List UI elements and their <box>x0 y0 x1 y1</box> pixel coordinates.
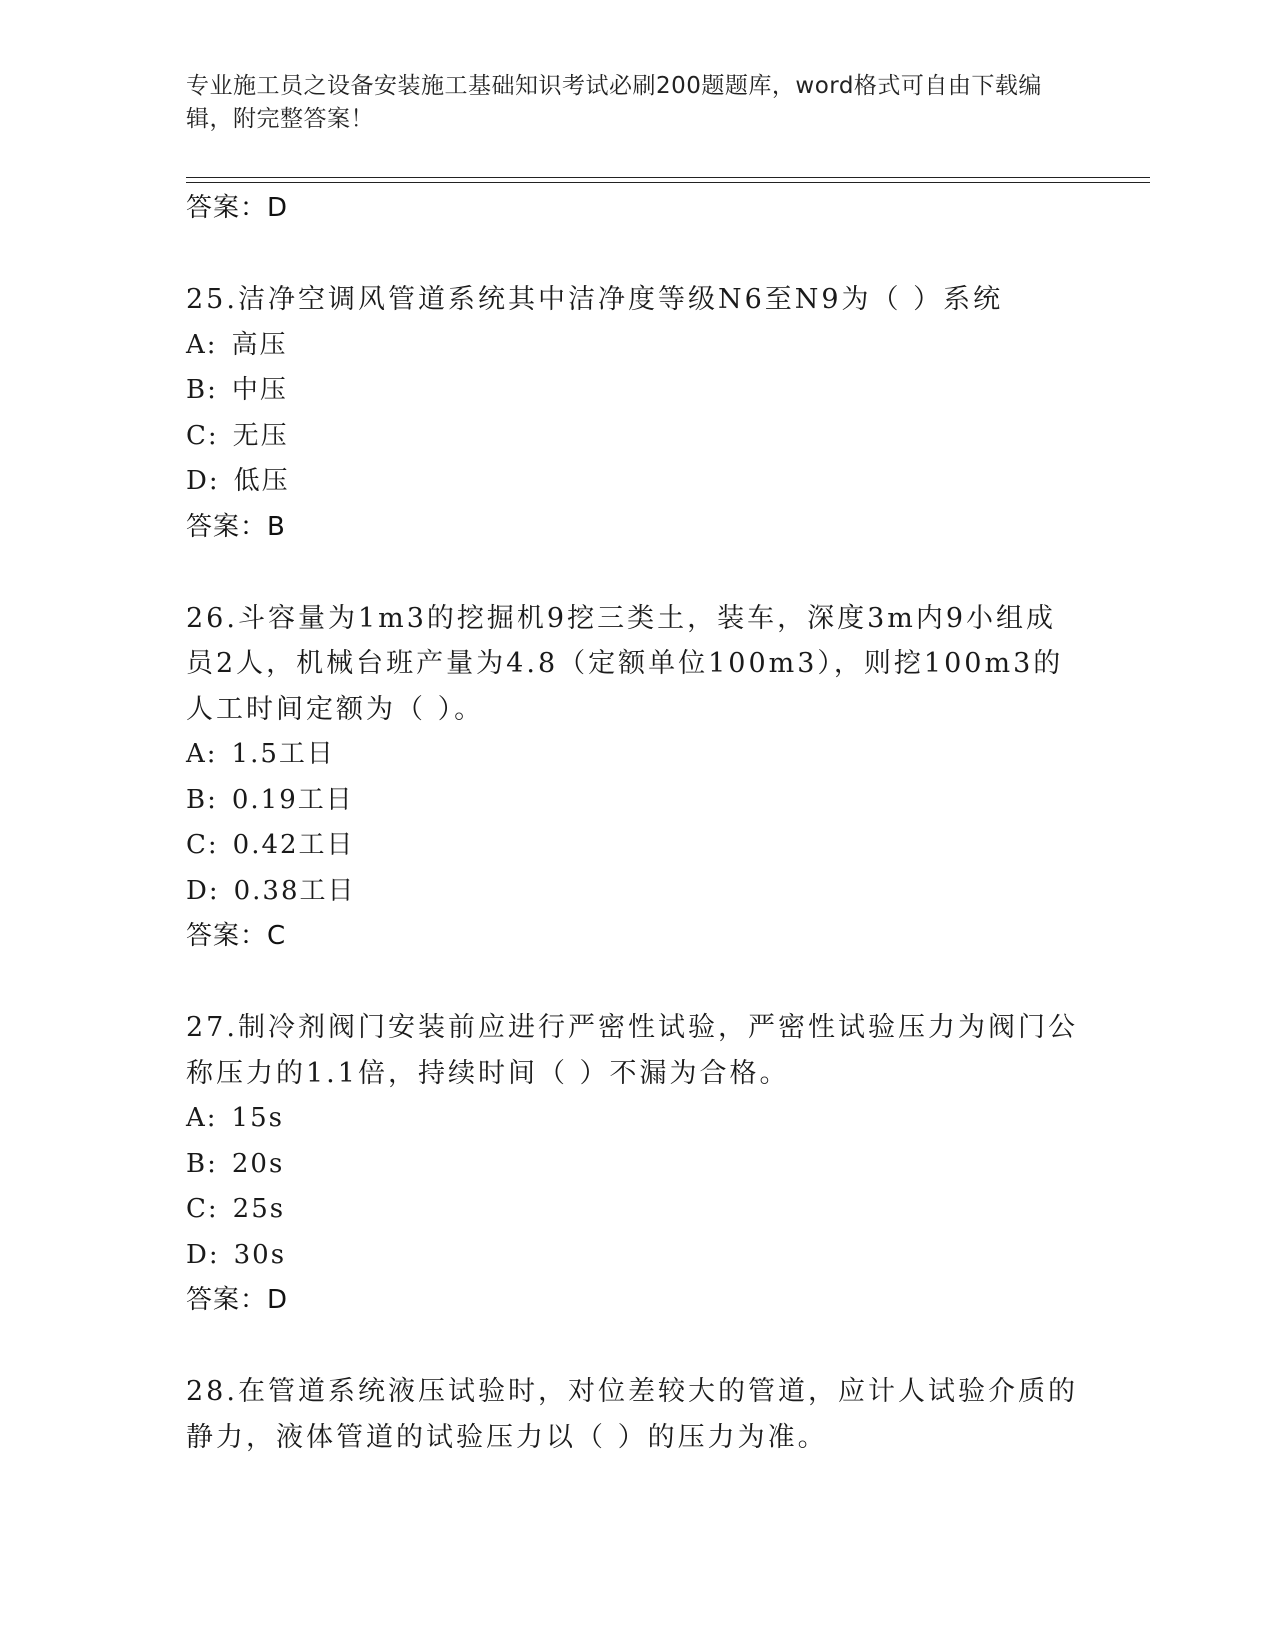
option-key: A: <box>186 739 218 769</box>
option-key: B: <box>186 1148 218 1179</box>
option-text: 无压 <box>232 420 289 451</box>
option-key: C: <box>186 420 219 451</box>
option-text: 中压 <box>231 375 288 405</box>
question-block <box>186 596 1086 960</box>
question-block <box>186 277 1086 550</box>
option-key: C: <box>186 830 219 860</box>
answer-line: 答案：C <box>186 921 287 951</box>
header-rule-bottom <box>186 182 1150 183</box>
option-text: 0.38工日 <box>233 875 356 906</box>
option-text: 高压 <box>231 329 288 360</box>
option-a <box>186 1096 1086 1142</box>
question-stem: 28.在管道系统液压试验时，对位差较大的管道，应计人试验介质的静力，液体管道的试验压力以（ ）的压力为准。 <box>186 1376 1078 1453</box>
option-d <box>186 869 1086 915</box>
option-key: A: <box>186 329 218 360</box>
option-text: 20s <box>231 1148 285 1179</box>
option-key: D: <box>186 1239 220 1270</box>
option-c <box>186 414 1086 460</box>
option-d <box>186 1233 1086 1279</box>
answer-line: 答案：D <box>186 1285 289 1315</box>
option-key: C: <box>186 1194 219 1224</box>
question-list <box>186 186 1086 1460</box>
answer-line: 答案：B <box>186 511 286 542</box>
option-b <box>186 1142 1086 1188</box>
question-stem: 26.斗容量为1m3的挖掘机9挖三类土，装车，深度3m内9小组成员2人，机械台班产量为4.8（定额单位100m3），则挖100m3的人工时间定额为（ ）。 <box>186 602 1064 725</box>
option-b <box>186 368 1086 414</box>
answer-line: 答案：D <box>186 193 289 223</box>
option-c <box>186 1187 1086 1233</box>
option-key: A: <box>186 1103 218 1133</box>
question-stem: 25.洁净空调风管道系统其中洁净度等级N6至N9为（ ）系统 <box>186 284 1004 315</box>
header-rule-top <box>186 177 1150 178</box>
option-a <box>186 732 1086 778</box>
option-d <box>186 459 1086 505</box>
option-text: 低压 <box>233 466 290 496</box>
option-text: 1.5工日 <box>231 739 335 769</box>
option-text: 30s <box>233 1239 287 1270</box>
option-b <box>186 778 1086 824</box>
option-text: 0.42工日 <box>232 830 355 860</box>
option-c <box>186 823 1086 869</box>
page-header: 专业施工员之设备安装施工基础知识考试必刷200题题库，word格式可自由下载编辑，附完整答案！ <box>186 73 1042 132</box>
question-block <box>186 1005 1086 1323</box>
option-key: B: <box>186 375 218 405</box>
option-text: 25s <box>232 1194 286 1224</box>
question-stem: 27.制冷剂阀门安装前应进行严密性试验，严密性试验压力为阀门公称压力的1.1倍，持续时间（ ）不漏为合格。 <box>186 1012 1078 1089</box>
option-key: D: <box>186 466 220 496</box>
option-text: 0.19工日 <box>231 784 354 815</box>
question-block <box>186 1369 1086 1460</box>
option-a <box>186 323 1086 369</box>
option-key: D: <box>186 875 220 906</box>
option-text: 15s <box>231 1103 284 1133</box>
option-key: B: <box>186 784 218 815</box>
